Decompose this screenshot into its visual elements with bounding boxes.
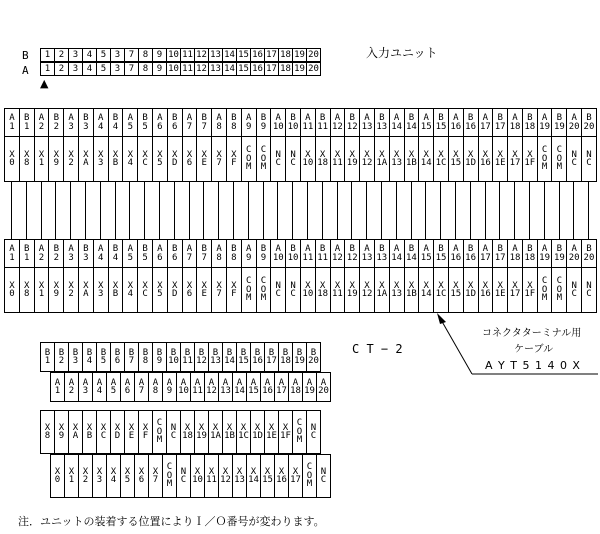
terminal-pin: B 11 [315, 239, 331, 268]
terminal-signal: X E [196, 136, 212, 182]
terminal-signal: N C [270, 136, 286, 182]
terminal-pin: A 17 [478, 239, 494, 268]
ct2-signal-b: X 1B [222, 410, 237, 454]
ct2-pin-b: B 5 [96, 342, 111, 372]
ct2-pin-b: B 16 [250, 342, 265, 372]
ct2-signal-a: X 11 [204, 454, 219, 498]
ct2-pin-b: B 13 [208, 342, 223, 372]
terminal-pin: A 10 [270, 239, 286, 268]
terminal-pin: A 20 [566, 108, 582, 137]
terminal-pin: A 4 [93, 108, 109, 137]
terminal-pin: B 18 [522, 108, 538, 137]
input-pin-b: 7 [124, 48, 139, 62]
terminal-signal: X 18 [315, 136, 331, 182]
ct2-signal-a: C O M [162, 454, 177, 498]
ct2-signal-b: X 1F [278, 410, 293, 454]
ct2-signal-a: X 2 [78, 454, 93, 498]
input-pin-a: 3 [68, 62, 83, 76]
input-pin-b: 11 [180, 48, 195, 62]
terminal-pin: B 9 [256, 108, 272, 137]
pin1-marker: ▲ [40, 77, 49, 90]
input-pin-b: 14 [222, 48, 237, 62]
terminal-signal: X F [226, 136, 242, 182]
ct2-signal-b: X 9 [54, 410, 69, 454]
ct2-signal-b: X D [110, 410, 125, 454]
terminal-signal: X 1C [433, 136, 449, 182]
ct2-signal-b: X 1D [250, 410, 265, 454]
ct2-signal-b: X C [96, 410, 111, 454]
terminal-signal: X D [167, 136, 183, 182]
ct2-pin-a: A 9 [162, 372, 177, 402]
terminal-signal: X C [137, 267, 153, 313]
terminal-signal: X 1A [374, 136, 390, 182]
ct2-pin-a: A 14 [232, 372, 247, 402]
terminal-signal: X 3 [93, 267, 109, 313]
input-pin-a: 18 [278, 62, 293, 76]
terminal-pin: A 16 [448, 239, 464, 268]
terminal-signal: X A [78, 136, 94, 182]
terminal-signal: X 10 [300, 136, 316, 182]
terminal-signal: N C [566, 267, 582, 313]
terminal-signal: C O M [537, 267, 553, 313]
input-pin-a: 3 [110, 62, 125, 76]
ct2-pin-b: B 2 [54, 342, 69, 372]
terminal-pin: B 13 [374, 239, 390, 268]
terminal-pin: A 14 [389, 108, 405, 137]
terminal-pin: A 1 [4, 108, 20, 137]
input-pin-b: 17 [264, 48, 279, 62]
input-pin-a: 14 [222, 62, 237, 76]
terminal-signal: X 1A [374, 267, 390, 313]
ct2-pin-a: A 10 [176, 372, 191, 402]
terminal-signal: X 7 [211, 267, 227, 313]
terminal-pin: B 5 [137, 108, 153, 137]
input-pin-b: 9 [152, 48, 167, 62]
terminal-pin: A 12 [330, 108, 346, 137]
ct2-signal-a: X 10 [190, 454, 205, 498]
terminal-pin: A 9 [241, 239, 257, 268]
terminal-signal: X 0 [4, 136, 20, 182]
ct2-pin-b: B 19 [292, 342, 307, 372]
terminal-pin: A 8 [211, 239, 227, 268]
ct2-signal-b: X A [68, 410, 83, 454]
input-pin-b: 8 [138, 48, 153, 62]
terminal-signal: X 12 [359, 267, 375, 313]
ct2-pin-a: A 8 [148, 372, 163, 402]
ct2-signal-a: X 3 [92, 454, 107, 498]
terminal-signal: C O M [256, 136, 272, 182]
ct2-pin-b: B 18 [278, 342, 293, 372]
terminal-signal: C O M [256, 267, 272, 313]
ct2-signal-a: C O M [302, 454, 317, 498]
terminal-signal: X 9 [48, 136, 64, 182]
cable-model: A Y T 5 1 4 0 X [485, 359, 581, 372]
terminal-signal: X 16 [478, 136, 494, 182]
terminal-pin: A 6 [152, 239, 168, 268]
input-pin-b: 18 [278, 48, 293, 62]
terminal-signal: X 13 [389, 136, 405, 182]
ct2-signal-b: X 1E [264, 410, 279, 454]
terminal-pin: B 4 [108, 239, 124, 268]
terminal-signal: X 1B [404, 136, 420, 182]
terminal-signal: X 6 [182, 136, 198, 182]
terminal-pin: B 14 [404, 108, 420, 137]
terminal-signal: X 19 [344, 267, 360, 313]
terminal-pin: B 11 [315, 108, 331, 137]
ct2-pin-b: B 7 [124, 342, 139, 372]
input-pin-b: 2 [54, 48, 69, 62]
terminal-signal: X 17 [507, 136, 523, 182]
terminal-signal: X 11 [330, 267, 346, 313]
terminal-pin: B 1 [19, 108, 35, 137]
input-pin-a: 1 [40, 62, 55, 76]
input-pin-b: 5 [96, 48, 111, 62]
ct2-pin-a: A 7 [134, 372, 149, 402]
ct2-pin-a: A 20 [316, 372, 331, 402]
terminal-signal: X D [167, 267, 183, 313]
input-pin-b: 20 [306, 48, 321, 62]
ct2-signal-b: X E [124, 410, 139, 454]
terminal-pin: B 6 [167, 239, 183, 268]
ct2-signal-b: X B [82, 410, 97, 454]
ct2-pin-b: B 9 [152, 342, 167, 372]
terminal-signal: C O M [551, 267, 567, 313]
ct2-signal-b: X 1A [208, 410, 223, 454]
terminal-pin: B 19 [551, 239, 567, 268]
terminal-pin: B 10 [285, 239, 301, 268]
ct2-signal-a: X 5 [120, 454, 135, 498]
terminal-pin: A 19 [537, 108, 553, 137]
terminal-signal: C O M [241, 267, 257, 313]
terminal-pin: B 12 [344, 108, 360, 137]
terminal-pin: A 11 [300, 239, 316, 268]
terminal-signal: N C [270, 267, 286, 313]
terminal-pin: A 8 [211, 108, 227, 137]
terminal-pin: B 20 [581, 108, 597, 137]
input-pin-a: 11 [180, 62, 195, 76]
terminal-pin: A 4 [93, 239, 109, 268]
ct2-pin-b: B 15 [236, 342, 251, 372]
terminal-signal: X C [137, 136, 153, 182]
input-pin-b: 12 [194, 48, 209, 62]
ct2-row-b-signals [40, 410, 321, 454]
ct2-row-b [40, 342, 321, 372]
ct2-signal-b: X 1C [236, 410, 251, 454]
input-pin-a: 19 [292, 62, 307, 76]
ct2-pin-a: A 11 [190, 372, 205, 402]
terminal-signal: X 0 [4, 267, 20, 313]
terminal-signal: X 13 [389, 267, 405, 313]
terminal-signal: N C [581, 136, 597, 182]
terminal-signal: X 8 [19, 136, 35, 182]
terminal-pin: B 5 [137, 239, 153, 268]
terminal-signal: X 1E [492, 136, 508, 182]
terminal-pin: A 18 [507, 239, 523, 268]
unit-title: 入力ユニット [366, 46, 438, 60]
terminal-pin: B 3 [78, 239, 94, 268]
ct2-pin-b: B 3 [68, 342, 83, 372]
terminal-pin: B 7 [196, 108, 212, 137]
terminal-pin: B 3 [78, 108, 94, 137]
terminal-signal: X 19 [344, 136, 360, 182]
ct2-pin-b: B 14 [222, 342, 237, 372]
terminal-pin: B 17 [492, 239, 508, 268]
input-pin-b: 3 [110, 48, 125, 62]
terminal-signal: X E [196, 267, 212, 313]
ct2-signal-a: X 6 [134, 454, 149, 498]
terminal-pin: A 2 [34, 239, 50, 268]
ct2-pin-a: A 15 [246, 372, 261, 402]
terminal-signal: X 8 [19, 267, 35, 313]
ct2-pin-b: B 20 [306, 342, 321, 372]
terminal-pin: A 14 [389, 239, 405, 268]
terminal-pin: B 18 [522, 239, 538, 268]
terminal-pin: A 3 [63, 239, 79, 268]
ct2-signal-a: X 1 [64, 454, 79, 498]
terminal-signal: X A [78, 267, 94, 313]
ct2-signal-a: X 12 [218, 454, 233, 498]
terminal-pin: A 20 [566, 239, 582, 268]
terminal-pin: B 2 [48, 108, 64, 137]
terminal-signal: X B [108, 136, 124, 182]
terminal-pin: B 9 [256, 239, 272, 268]
terminal-pin: B 15 [433, 239, 449, 268]
terminal-signal: X 1 [34, 267, 50, 313]
terminal-signal: X 4 [122, 136, 138, 182]
ct2-signal-a: N C [176, 454, 191, 498]
terminal-pin: A 5 [122, 239, 138, 268]
input-pin-a: 4 [82, 62, 97, 76]
terminal-pin: A 7 [182, 108, 198, 137]
input-pin-a: 9 [152, 62, 167, 76]
terminal-pin: B 1 [19, 239, 35, 268]
ct2-signal-a: X 7 [148, 454, 163, 498]
terminal-signal: X 12 [359, 136, 375, 182]
ct2-signal-b: N C [166, 410, 181, 454]
ct2-pin-a: A 19 [302, 372, 317, 402]
terminal-signal: X 18 [315, 267, 331, 313]
input-pin-b: 3 [68, 48, 83, 62]
ct2-pin-b: B 4 [82, 342, 97, 372]
terminal-signal: X 15 [448, 267, 464, 313]
terminal-pin: A 7 [182, 239, 198, 268]
terminal-signal: N C [285, 136, 301, 182]
input-pin-a: 5 [96, 62, 111, 76]
ct2-signal-a: X 14 [246, 454, 261, 498]
terminal-signal: X 17 [507, 267, 523, 313]
ct2-signal-a: X 16 [274, 454, 289, 498]
terminal-signal: X 1D [463, 136, 479, 182]
input-pin-a: 20 [306, 62, 321, 76]
terminal-pin: B 20 [581, 239, 597, 268]
cable-label-1: コネクタターミナル用 [482, 328, 582, 339]
ct2-pin-b: B 11 [180, 342, 195, 372]
input-pin-a: 8 [138, 62, 153, 76]
terminal-pin: A 16 [448, 108, 464, 137]
input-pin-a: 2 [54, 62, 69, 76]
ct2-signal-a: X 17 [288, 454, 303, 498]
terminal-signal: X 10 [300, 267, 316, 313]
ct2-signal-b: C O M [292, 410, 307, 454]
ct2-signal-b: X 18 [180, 410, 195, 454]
ct2-signal-b: X 8 [40, 410, 55, 454]
terminal-pin: A 12 [330, 239, 346, 268]
terminal-pin: A 2 [34, 108, 50, 137]
terminal-signal: X 1B [404, 267, 420, 313]
ct2-pin-a: A 3 [78, 372, 93, 402]
terminal-signal: X 1E [492, 267, 508, 313]
footnote: 注．ユニットの装着する位置によりＩ／Ｏ番号が変わります。 [18, 515, 325, 528]
terminal-signal: X 1F [522, 136, 538, 182]
ct2-signal-a: N C [316, 454, 331, 498]
input-pin-a: 12 [194, 62, 209, 76]
ct2-pin-a: A 13 [218, 372, 233, 402]
terminal-pin: A 6 [152, 108, 168, 137]
ct2-pin-a: A 2 [64, 372, 79, 402]
ct2-pin-b: B 8 [138, 342, 153, 372]
terminal-pin: A 13 [359, 239, 375, 268]
terminal-signal: X 4 [122, 267, 138, 313]
ct2-pin-b: B 12 [194, 342, 209, 372]
terminal-pin: A 18 [507, 108, 523, 137]
ct2-signal-a: X 0 [50, 454, 65, 498]
terminal-signal: C O M [537, 136, 553, 182]
terminal-pin: B 8 [226, 108, 242, 137]
terminal-signal: C O M [551, 136, 567, 182]
terminal-signal: X 1D [463, 267, 479, 313]
terminal-signal: X 16 [478, 267, 494, 313]
input-pin-b: 10 [166, 48, 181, 62]
ct2-signal-b: N C [306, 410, 321, 454]
terminal-signal: N C [581, 267, 597, 313]
terminal-signal: X 1F [522, 267, 538, 313]
row-a-label: A [22, 64, 29, 77]
input-pin-b: 15 [236, 48, 251, 62]
ct2-pin-b: B 17 [264, 342, 279, 372]
input-pin-b: 1 [40, 48, 55, 62]
terminal-signal: N C [285, 267, 301, 313]
terminal-pin: B 13 [374, 108, 390, 137]
ct2-pin-b: B 6 [110, 342, 125, 372]
terminal-signal: X 2 [63, 267, 79, 313]
terminal-signal: X 14 [418, 136, 434, 182]
terminal-pin: A 13 [359, 108, 375, 137]
terminal-pin: A 1 [4, 239, 20, 268]
ct2-row-a [50, 372, 331, 402]
terminal-pin: A 10 [270, 108, 286, 137]
input-pin-b: 19 [292, 48, 307, 62]
terminal-pin: A 15 [418, 108, 434, 137]
ct2-signal-a: X 15 [260, 454, 275, 498]
terminal-signal: X 7 [211, 136, 227, 182]
input-pin-b: 16 [250, 48, 265, 62]
terminal-signal: X 1 [34, 136, 50, 182]
terminal-signal: C O M [241, 136, 257, 182]
ct2-signal-a: X 4 [106, 454, 121, 498]
terminal-pin: A 3 [63, 108, 79, 137]
input-pin-a: 16 [250, 62, 265, 76]
terminal-signal: X 2 [63, 136, 79, 182]
ct2-row-a-signals [50, 454, 331, 498]
terminal-signal: X 14 [418, 267, 434, 313]
ct2-pin-a: A 4 [92, 372, 107, 402]
terminal-pin: A 11 [300, 108, 316, 137]
ct2-pin-a: A 1 [50, 372, 65, 402]
terminal-signal: X 1C [433, 267, 449, 313]
terminal-signal: X 11 [330, 136, 346, 182]
terminal-pin: B 4 [108, 108, 124, 137]
terminal-pin: A 17 [478, 108, 494, 137]
terminal-pin: A 9 [241, 108, 257, 137]
input-pin-a: 7 [124, 62, 139, 76]
input-pin-b: 13 [208, 48, 223, 62]
terminal-signal: X 9 [48, 267, 64, 313]
terminal-pin: B 2 [48, 239, 64, 268]
terminal-pin: B 6 [167, 108, 183, 137]
ct2-signal-b: C O M [152, 410, 167, 454]
input-pin-b: 4 [82, 48, 97, 62]
ct2-pin-a: A 6 [120, 372, 135, 402]
terminal-pin: B 15 [433, 108, 449, 137]
terminal-pin: A 19 [537, 239, 553, 268]
terminal-signal: X 3 [93, 136, 109, 182]
ct2-pin-a: A 18 [288, 372, 303, 402]
ct2-pin-b: B 1 [40, 342, 55, 372]
ct2-pin-a: A 16 [260, 372, 275, 402]
ct2-pin-a: A 5 [106, 372, 121, 402]
ct2-signal-b: X F [138, 410, 153, 454]
row-b-label: B [22, 49, 29, 62]
terminal-pin: B 19 [551, 108, 567, 137]
terminal-pin: A 5 [122, 108, 138, 137]
ct2-pin-a: A 12 [204, 372, 219, 402]
ct2-pin-b: B 10 [166, 342, 181, 372]
input-pin-a: 13 [208, 62, 223, 76]
terminal-pin: B 12 [344, 239, 360, 268]
terminal-signal: X F [226, 267, 242, 313]
terminal-signal: X 6 [182, 267, 198, 313]
terminal-pin: B 8 [226, 239, 242, 268]
terminal-pin: B 17 [492, 108, 508, 137]
terminal-signal: X 5 [152, 267, 168, 313]
input-pin-a: 17 [264, 62, 279, 76]
ct2-pin-a: A 17 [274, 372, 289, 402]
terminal-pin: B 7 [196, 239, 212, 268]
terminal-pin: B 10 [285, 108, 301, 137]
ct2-signal-b: X 19 [194, 410, 209, 454]
terminal-signal: X B [108, 267, 124, 313]
ct2-signal-a: X 13 [232, 454, 247, 498]
terminal-signal: N C [566, 136, 582, 182]
terminal-signal: X 5 [152, 136, 168, 182]
ct2-title: C T − 2 [352, 342, 403, 356]
terminal-signal: X 15 [448, 136, 464, 182]
input-pin-a: 15 [236, 62, 251, 76]
terminal-pin: B 16 [463, 108, 479, 137]
cable-label-2: ケーブル [514, 344, 554, 355]
terminal-pin: B 16 [463, 239, 479, 268]
terminal-pin: A 15 [418, 239, 434, 268]
terminal-pin: B 14 [404, 239, 420, 268]
input-pin-a: 10 [166, 62, 181, 76]
